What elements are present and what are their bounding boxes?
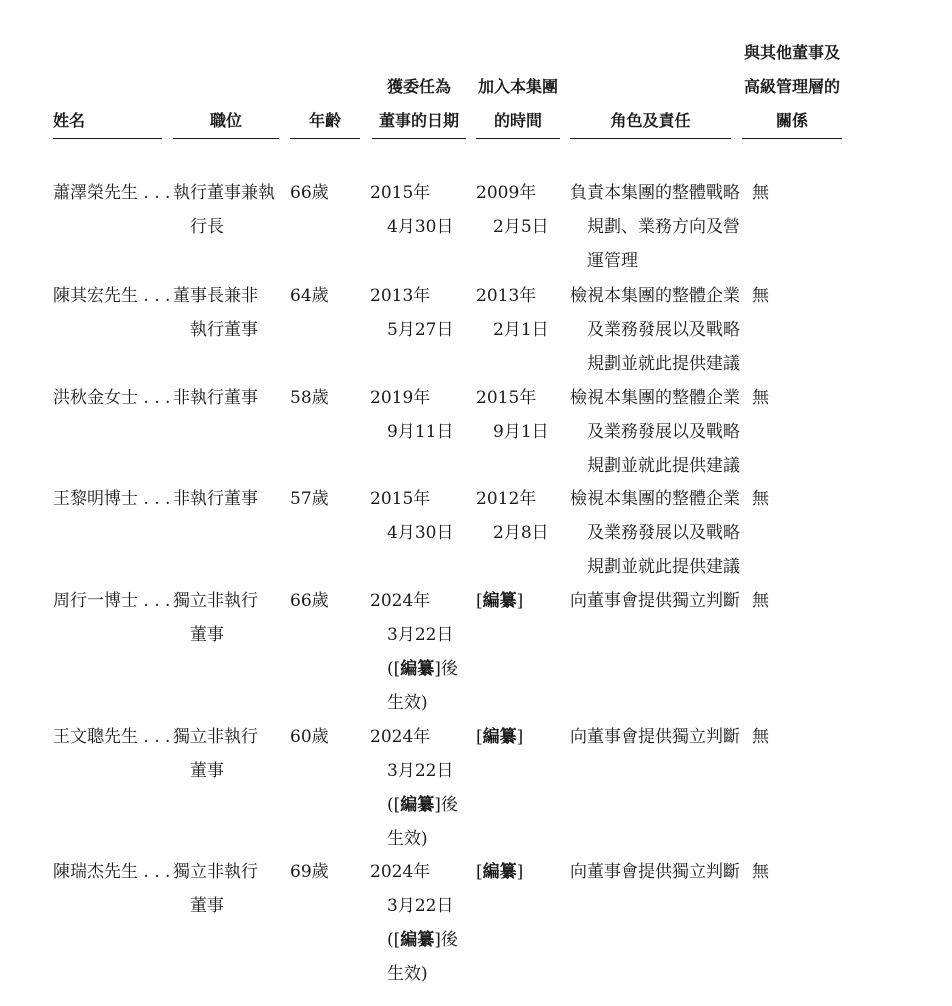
cell-position (173, 279, 283, 347)
cell-position-line: 獨立非執行 (173, 862, 258, 882)
cell-role-line: 檢視本集團的整體企業 (570, 388, 740, 408)
cell-joined (476, 381, 566, 449)
cell-role-line: 規劃並就此提供建議 (587, 354, 740, 374)
cell-relation-line: 無 (752, 183, 769, 203)
cell-position (173, 176, 283, 244)
cell-position-line: 董事長兼非 (173, 286, 258, 306)
cell-position (173, 482, 283, 516)
cell-position-line: 執行董事兼執 (173, 183, 275, 203)
cell-appointed-line: 2024年 (370, 727, 431, 747)
cell-position-line: 董事 (190, 761, 224, 781)
cell-appointed-line: 9月11日 (387, 422, 454, 442)
cell-age-line: 60歲 (290, 727, 329, 747)
cell-name-line: 陳其宏先生 . . . (53, 286, 171, 306)
cell-name (53, 279, 171, 313)
header-role-label: 角色及責任 (570, 104, 731, 139)
cell-relation-line: 無 (752, 489, 769, 509)
cell-name-line: 周行一博士 . . . (53, 591, 171, 611)
cell-role (570, 381, 745, 483)
header-relation (742, 36, 842, 139)
cell-joined-line: 2月5日 (493, 217, 549, 237)
cell-appointed-line: 3月22日 (387, 761, 454, 781)
cell-position (173, 720, 283, 788)
cell-position-line: 行長 (190, 217, 224, 237)
cell-age-line: 64歲 (290, 286, 329, 306)
cell-role-line: 規劃並就此提供建議 (587, 557, 740, 577)
cell-position-line: 董事 (190, 896, 224, 916)
cell-name (53, 381, 171, 415)
cell-position-line: 非執行董事 (173, 489, 258, 509)
header-appointed-line1: 獲委任為 (386, 77, 451, 96)
cell-appointed (370, 855, 470, 991)
cell-appointed-line: 生效) (387, 829, 428, 849)
cell-relation (752, 381, 792, 415)
header-age-label: 年齡 (290, 104, 360, 139)
cell-position-line: 非執行董事 (173, 388, 258, 408)
cell-appointed (370, 176, 470, 244)
cell-joined-line: [編纂] (476, 591, 524, 611)
cell-name (53, 720, 171, 754)
header-relation-line3: 關係 (742, 104, 842, 139)
header-joined-line1: 加入本集團 (477, 77, 558, 96)
cell-joined-line: 2012年 (476, 489, 537, 509)
cell-age (290, 176, 350, 210)
header-relation-line2: 高級管理層的 (743, 77, 840, 96)
cell-age (290, 855, 350, 889)
cell-appointed-line: 2024年 (370, 862, 431, 882)
cell-role-line: 向董事會提供獨立判斷 (570, 727, 740, 747)
cell-name (53, 176, 171, 210)
cell-joined (476, 279, 566, 347)
cell-position-line: 獨立非執行 (173, 591, 258, 611)
cell-name (53, 482, 171, 516)
cell-appointed-line: 2019年 (370, 388, 431, 408)
cell-relation (752, 176, 792, 210)
cell-role-line: 檢視本集團的整體企業 (570, 286, 740, 306)
cell-position (173, 855, 283, 923)
cell-role (570, 855, 745, 889)
cell-position (173, 381, 283, 415)
cell-relation (752, 482, 792, 516)
cell-appointed-line: ([編纂]後 (387, 930, 458, 950)
cell-role-line: 及業務發展以及戰略 (587, 320, 740, 340)
cell-name-line: 王黎明博士 . . . (53, 489, 171, 509)
header-name (53, 104, 162, 139)
cell-joined (476, 482, 566, 550)
cell-role (570, 482, 745, 584)
cell-appointed-line: 2015年 (370, 183, 431, 203)
header-position-label: 職位 (173, 104, 279, 139)
cell-joined-line: 9月1日 (493, 422, 549, 442)
cell-joined-line: 2月1日 (493, 320, 549, 340)
cell-appointed-line: 生效) (387, 964, 428, 984)
cell-appointed-line: ([編纂]後 (387, 795, 458, 815)
cell-position-line: 董事 (190, 625, 224, 645)
cell-role-line: 及業務發展以及戰略 (587, 523, 740, 543)
header-role (570, 104, 731, 139)
cell-position (173, 584, 283, 652)
cell-age (290, 720, 350, 754)
cell-role-line: 負責本集團的整體戰略 (570, 183, 740, 203)
cell-name-line: 蕭澤榮先生 . . . (53, 183, 171, 203)
cell-relation-line: 無 (752, 591, 769, 611)
cell-joined (476, 176, 566, 244)
cell-appointed (370, 584, 470, 720)
cell-age (290, 482, 350, 516)
cell-relation-line: 無 (752, 388, 769, 408)
cell-age-line: 66歲 (290, 591, 329, 611)
cell-age-line: 57歲 (290, 489, 329, 509)
cell-role (570, 279, 745, 381)
cell-joined (476, 720, 566, 754)
cell-appointed-line: 3月22日 (387, 625, 454, 645)
cell-age (290, 279, 350, 313)
cell-joined-line: [編纂] (476, 727, 524, 747)
header-joined-line2: 的時間 (476, 104, 560, 139)
cell-relation (752, 279, 792, 313)
cell-appointed-line: 3月22日 (387, 896, 454, 916)
cell-relation (752, 584, 792, 618)
cell-appointed-line: 2024年 (370, 591, 431, 611)
cell-role (570, 720, 745, 754)
cell-relation (752, 855, 792, 889)
cell-role-line: 運管理 (587, 251, 638, 271)
cell-joined (476, 584, 566, 618)
cell-relation-line: 無 (752, 727, 769, 747)
cell-appointed-line: 5月27日 (387, 320, 454, 340)
cell-age (290, 584, 350, 618)
cell-name-line: 陳瑞杰先生 . . . (53, 862, 171, 882)
cell-age-line: 58歲 (290, 388, 329, 408)
cell-role (570, 176, 745, 278)
header-relation-line1: 與其他董事及 (743, 43, 840, 62)
cell-position-line: 執行董事 (190, 320, 258, 340)
cell-position-line: 獨立非執行 (173, 727, 258, 747)
cell-role-line: 向董事會提供獨立判斷 (570, 862, 740, 882)
cell-joined-line: 2009年 (476, 183, 537, 203)
cell-name (53, 855, 171, 889)
cell-age (290, 381, 350, 415)
cell-joined-line: [編纂] (476, 862, 524, 882)
cell-role-line: 規劃並就此提供建議 (587, 456, 740, 476)
cell-appointed-line: 2015年 (370, 489, 431, 509)
cell-age-line: 66歲 (290, 183, 329, 203)
cell-appointed (370, 482, 470, 550)
cell-joined-line: 2015年 (476, 388, 537, 408)
cell-relation-line: 無 (752, 286, 769, 306)
cell-relation (752, 720, 792, 754)
cell-appointed (370, 381, 470, 449)
cell-appointed-line: 4月30日 (387, 217, 454, 237)
cell-appointed-line: 4月30日 (387, 523, 454, 543)
header-name-label: 姓名 (53, 104, 162, 139)
header-position (173, 104, 279, 139)
header-age (290, 104, 360, 139)
cell-appointed (370, 720, 470, 856)
cell-age-line: 69歲 (290, 862, 329, 882)
cell-role-line: 檢視本集團的整體企業 (570, 489, 740, 509)
cell-joined-line: 2013年 (476, 286, 537, 306)
cell-joined-line: 2月8日 (493, 523, 549, 543)
cell-name-line: 王文聰先生 . . . (53, 727, 171, 747)
cell-role (570, 584, 745, 618)
cell-role-line: 及業務發展以及戰略 (587, 422, 740, 442)
header-appointed-date (372, 70, 466, 139)
header-appointed-line2: 董事的日期 (372, 104, 466, 139)
cell-appointed (370, 279, 470, 347)
cell-name-line: 洪秋金女士 . . . (53, 388, 171, 408)
cell-role-line: 規劃、業務方向及營 (587, 217, 740, 237)
cell-appointed-line: 生效) (387, 693, 428, 713)
cell-appointed-line: 2013年 (370, 286, 431, 306)
cell-relation-line: 無 (752, 862, 769, 882)
cell-appointed-line: ([編纂]後 (387, 659, 458, 679)
cell-joined (476, 855, 566, 889)
cell-role-line: 向董事會提供獨立判斷 (570, 591, 740, 611)
header-joined-date (476, 70, 560, 139)
cell-name (53, 584, 171, 618)
